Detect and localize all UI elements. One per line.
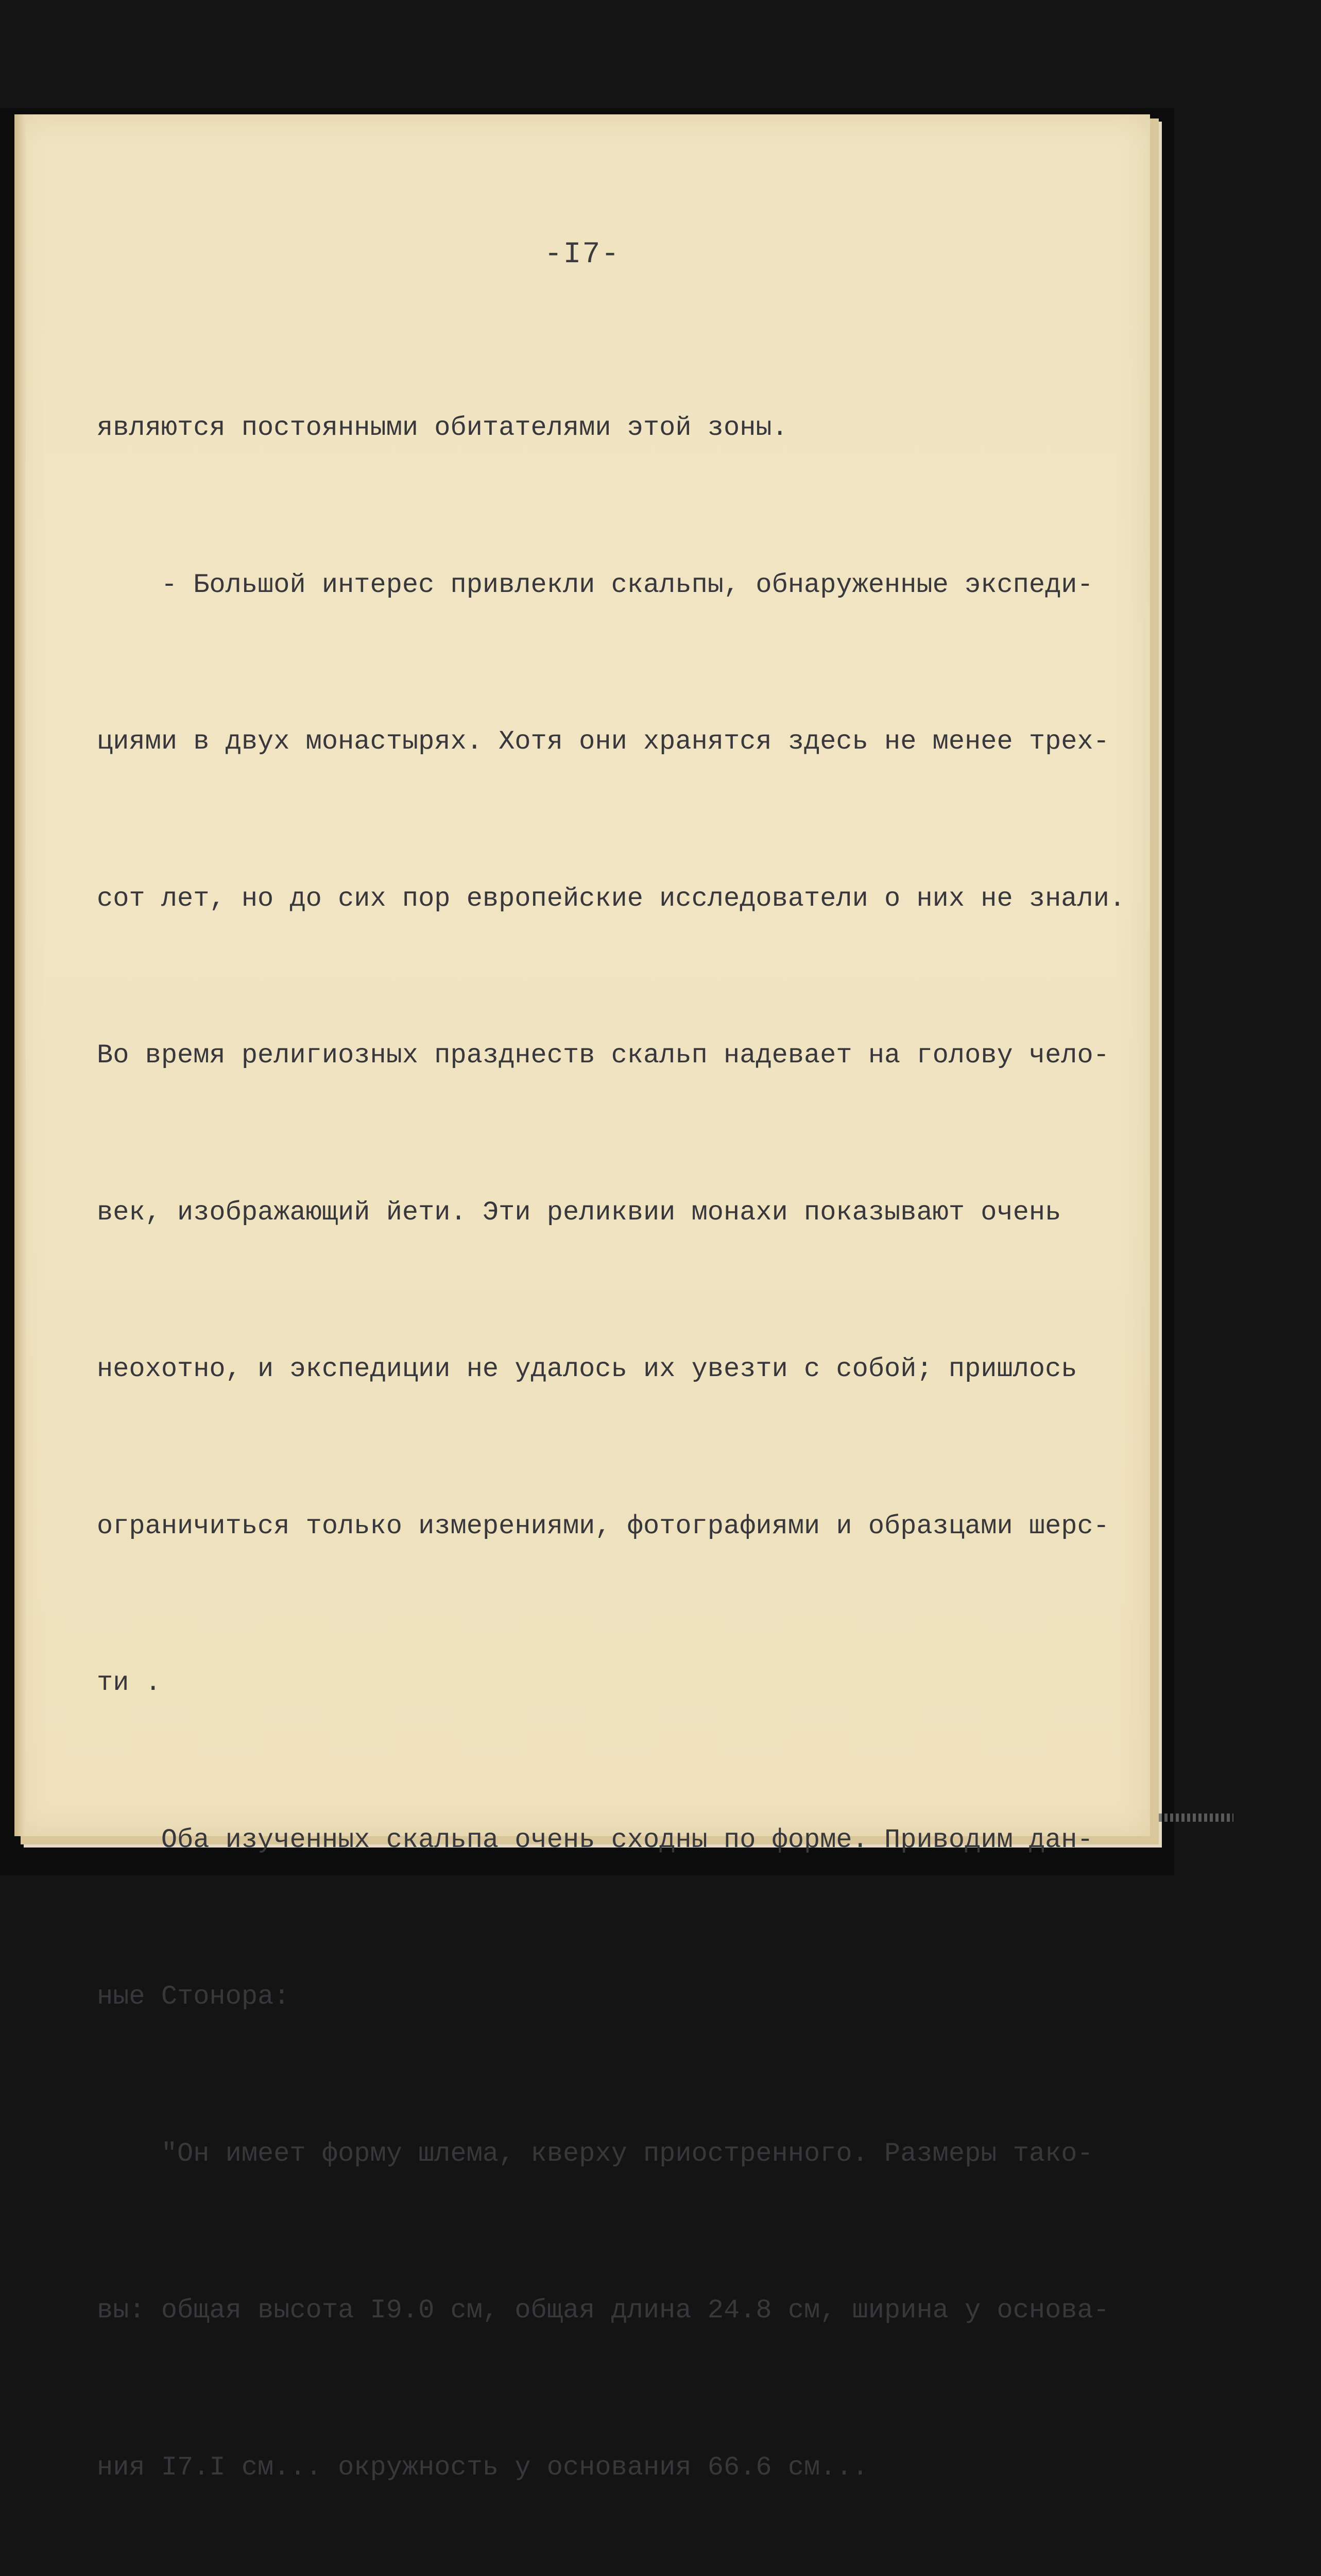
text-line: ные Стонора: [97, 1981, 290, 2012]
page-binding-edge [14, 114, 26, 1836]
text-line: неохотно, и экспедиции не удалось их увезти с собой; пришлось [97, 1354, 1077, 1384]
text-line: ти . [97, 1668, 161, 1698]
text-line: вы: общая высота I9.0 см, общая длина 24.8 см, ширина у основа- [97, 2295, 1109, 2326]
document-page [14, 114, 1150, 2483]
text-line: - Большой интерес привлекли скальпы, обнаруженные экспеди- [97, 569, 1093, 600]
page-number: -I7- [544, 238, 621, 272]
text-line: Оба изученных скальпа очень сходны по форме. Приводим дан- [97, 1824, 1093, 1855]
text-line: циями в двух монастырях. Хотя они хранятся здесь не менее трех- [97, 726, 1109, 757]
body-text [97, 297, 1127, 2576]
text-line: век, изображающий йети. Эти реликвии монахи показывают очень [97, 1197, 1061, 1228]
edge-marking [1159, 1814, 1233, 1822]
text-line: сот лет, но до сих пор европейские исследователи о них не знали. [97, 883, 1126, 914]
text-line: Во время религиозных празднеств скальп надевает на голову чело- [97, 1040, 1109, 1071]
text-line: являются постоянными обитателями этой зоны. [97, 413, 788, 443]
text-line: ограничиться только измерениями, фотографиями и образцами шерс- [97, 1511, 1109, 1541]
text-line: "Он имеет форму шлема, кверху приостренного. Размеры тако- [97, 2138, 1093, 2169]
text-line: ния I7.I см... окружность у основания 66.6 см... [97, 2452, 868, 2483]
